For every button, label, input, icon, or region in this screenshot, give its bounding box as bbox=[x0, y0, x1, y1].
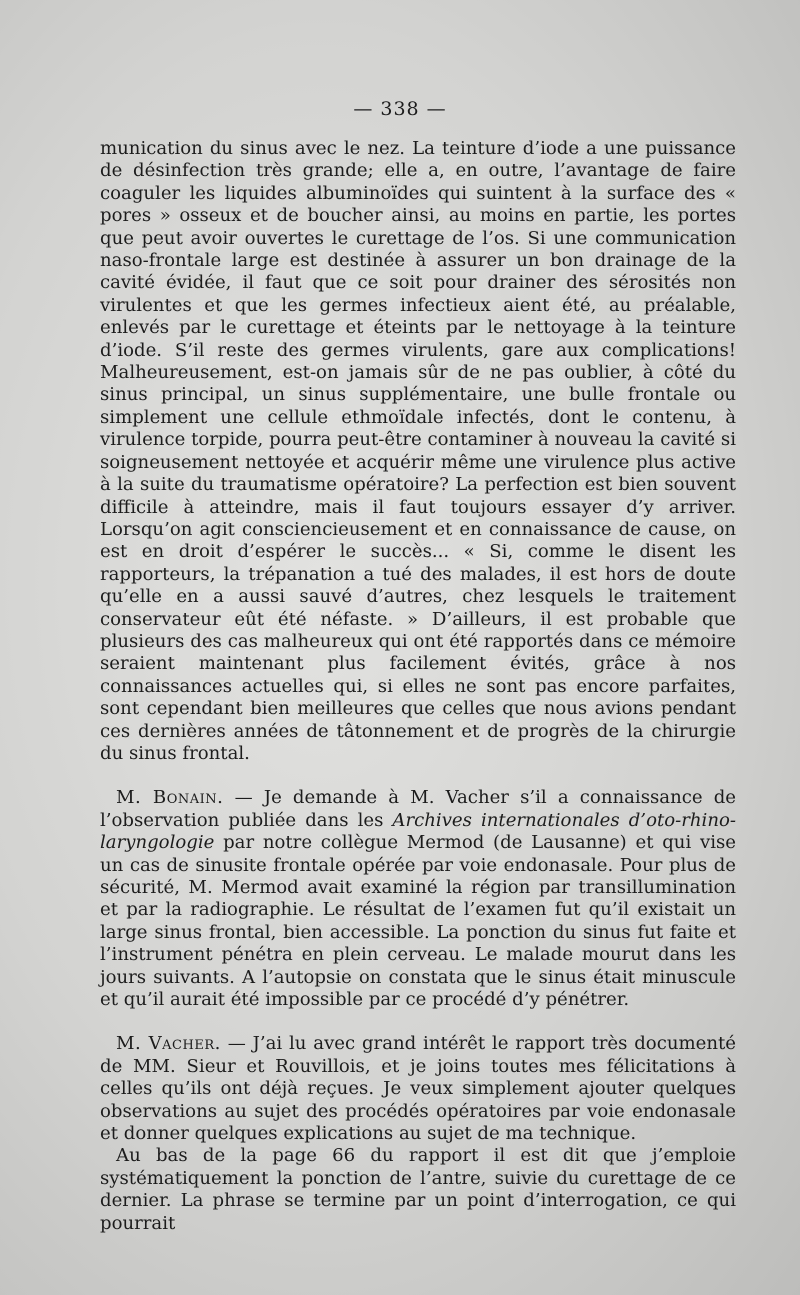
journal-title: Archives internationales d’oto-rhino-laryngologie bbox=[100, 809, 736, 854]
page-number: — 338 — bbox=[353, 98, 447, 120]
paragraph-continuation: munication du sinus avec le nez. La teinture d’iode a une puissance de désinfection très grande; elle a, en outre, l’avantage de faire coaguler les liquides albuminoïdes qui suintent à la surface des « pores » osseux et de boucher ainsi, au moins en partie, les portes que peut avoir ouvertes le curettage de l’os. Si une communication naso-frontale large est destinée à assurer un bon drainage de la cavité évidée, il faut que ce soit pour drainer des sérosités non virulentes et que les germes infectieux aient été, au préalable, enlevés par le curettage et éteints par le nettoyage à la teinture d’iode. S’il reste des germes virulents, gare aux complications! Malheureusement, est-on jamais sûr de ne pas oublier, à côté du sinus principal, un sinus supplémentaire, une bulle frontale ou simplement une cellule ethmoïdale infectés, dont le contenu, à virulence torpide, pourra peut-être contaminer à nouveau la cavité si soigneusement nettoyée et acquérir même une virulence plus active à la suite du traumatisme opératoire? La perfection est bien souvent difficile à atteindre, mais il faut toujours essayer d’y arriver. Lorsqu’on agit consciencieusement et en connaissance de cause, on est en droit d’espérer le succès... « Si, comme le disent les rapporteurs, la trépanation a tué des malades, il est hors de doute qu’elle en a aussi sauvé d’autres, chez lesquels le traitement conservateur eût été néfaste. » D’ailleurs, il est probable que plusieurs des cas malheureux qui ont été rapportés dans ce mémoire seraient maintenant plus facilement évités, grâce à nos connaissances actuelles qui, si elles ne sont pas encore parfaites, sont cependant bien meilleures que celles que nous avions pendant ces dernières années de tâtonnement et de progrès de la chirurgie du sinus frontal. bbox=[100, 138, 736, 764]
paragraph-bonain bbox=[100, 787, 736, 1011]
bonain-text-before: — Je demande à M. Vacher s’il a connaissance de l’observation publiée dans les bbox=[100, 787, 736, 831]
speaker-name-bonain: M. Bonain. bbox=[116, 787, 224, 809]
body-text bbox=[100, 138, 736, 1235]
speaker-name-vacher: M. Vacher. bbox=[116, 1033, 221, 1055]
paragraph-vacher-2: Au bas de la page 66 du rapport il est dit que j’emploie systématiquement la ponction de l’antre, suivie du curettage de ce dernier. La phrase se termine par un point d’interrogation, ce qui pourrait bbox=[100, 1145, 736, 1234]
bonain-text-after: par notre collègue Mermod (de Lausanne) et qui vise un cas de sinusite frontale opérée par voie endonasale. Pour plus de sécurité, M. Mermod avait examiné la région par transillumination et par la radiographie. Le résultat de l’examen fut qu’il existait un large sinus frontal, bien accessible. La ponction du sinus fut faite et l’instrument pénétra en plein cerveau. Le malade mourut dans les jours suivants. A l’autopsie on constata que le sinus était minuscule et qu’il aurait été impossible par ce procédé d’y pénétrer. bbox=[100, 832, 736, 1011]
paragraph-gap bbox=[100, 1011, 736, 1033]
vacher-text: — J’ai lu avec grand intérêt le rapport très documenté de MM. Sieur et Rouvillois, et je joins toutes mes félicitations à celles qu’ils ont déjà reçues. Je veux simplement ajouter quelques observations au sujet des procédés opératoires par voie endonasale et donner quelques explications au sujet de ma technique. bbox=[100, 1033, 736, 1145]
paragraph-vacher bbox=[100, 1033, 736, 1145]
paragraph-gap bbox=[100, 765, 736, 787]
